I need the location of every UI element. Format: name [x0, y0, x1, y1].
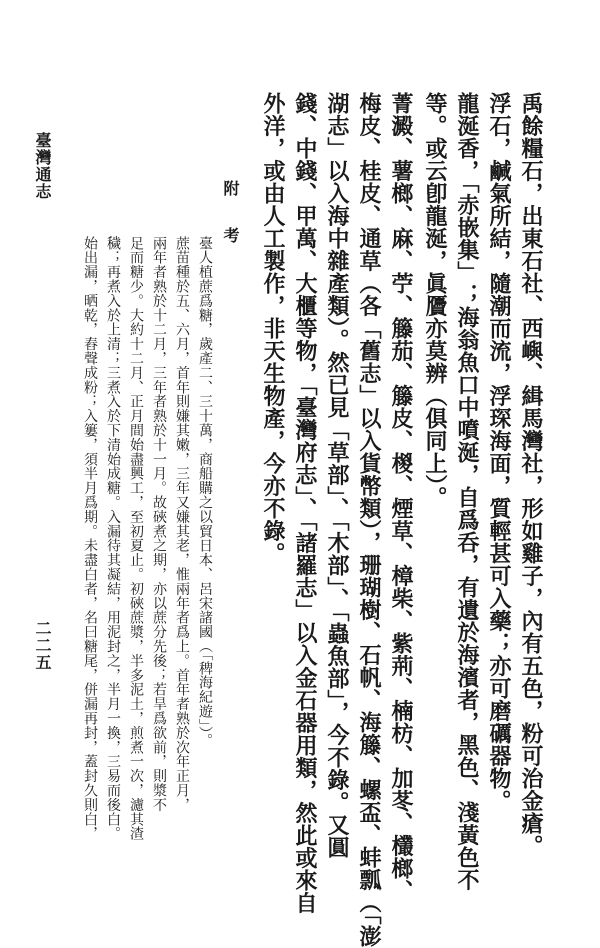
appendix-text-column: 足而糖少。大約十二月、正月間始盡興工，至初夏止。初硤蔗漿，半多泥土，煎煮一次，濾其渣 — [128, 236, 144, 841]
main-text-column: 龍涎香，「赤嵌集」；海翁魚口中噴涎，自爲呑，有遺於海濱者，黑色、淺黃色不 — [454, 92, 480, 891]
main-text-column: 外洋，或由人工製作，非天生物產，今亦不錄。 — [260, 92, 286, 565]
main-text-column: 湖志」以入海中雜產類）。然已見「草部」、「木部」、「蟲魚部」，今不錄。又圓 — [324, 92, 350, 859]
main-text-column: 錢、中錢、甲萬、大櫃等物，「臺灣府志」、「諸羅志」以入金石器用類，然此或來自 — [292, 92, 318, 914]
main-text-column: 禹餘糧石，出東石社、西嶼、緝馬灣社，形如雞子，內有五色，粉可治金瘡。 — [518, 92, 544, 857]
running-title: 臺灣通志 — [33, 132, 52, 200]
appendix-text-column: 蔗苗種於五、六月，首年則嫌其嫩，三年又嫌其老，惟兩年者爲上。首年者熟於次年正月， — [174, 236, 190, 812]
appendix-text-column: 兩年者熟於十二月，三年者熟於十一月。故硤煮之期，亦以蔗分先後；若旱爲欲前，則漿不 — [151, 236, 167, 812]
appendix-text-column: 始出漏，晒乾，舂聲成粉；入簍，須半月爲期。未盡白者，名曰糖尾，併漏再封，蓋封久則白， — [82, 236, 98, 841]
appendix-text-column: 臺人植蔗爲糖，歲產二、三十萬，商船購之以貿日本、呂宋諸國（「稗海紀遊」）。 — [197, 236, 213, 748]
main-text-column: 浮石，鹹氣所結，隨潮而流，浮琛海面，質輕甚可入藥；亦可磨礪器物。 — [486, 92, 512, 812]
main-text-column: 等。或云卽龍涎，眞贗亦莫辨（俱同上）。 — [422, 92, 448, 509]
appendix-heading: 附 考 — [221, 180, 240, 249]
appendix-text-column: 穢；再煮入於上清；三煮入於下清始成糖。入漏待其凝結，用泥封之，半月一換，三易而後白。 — [105, 236, 121, 841]
main-text-column: 梅皮、桂皮、通草（各「舊志」以入貨幣類），珊瑚樹、石帆、海籐、螺盃、蚌瓢（「澎 — [356, 92, 382, 948]
main-text-column: 菁澱、薯榔、麻、苧、籐茄、籐皮、椶、煙草、樟柴、紫荊、楠枋、加苳、欉榔、 — [388, 92, 414, 902]
page-number: 二二五 — [33, 620, 52, 671]
